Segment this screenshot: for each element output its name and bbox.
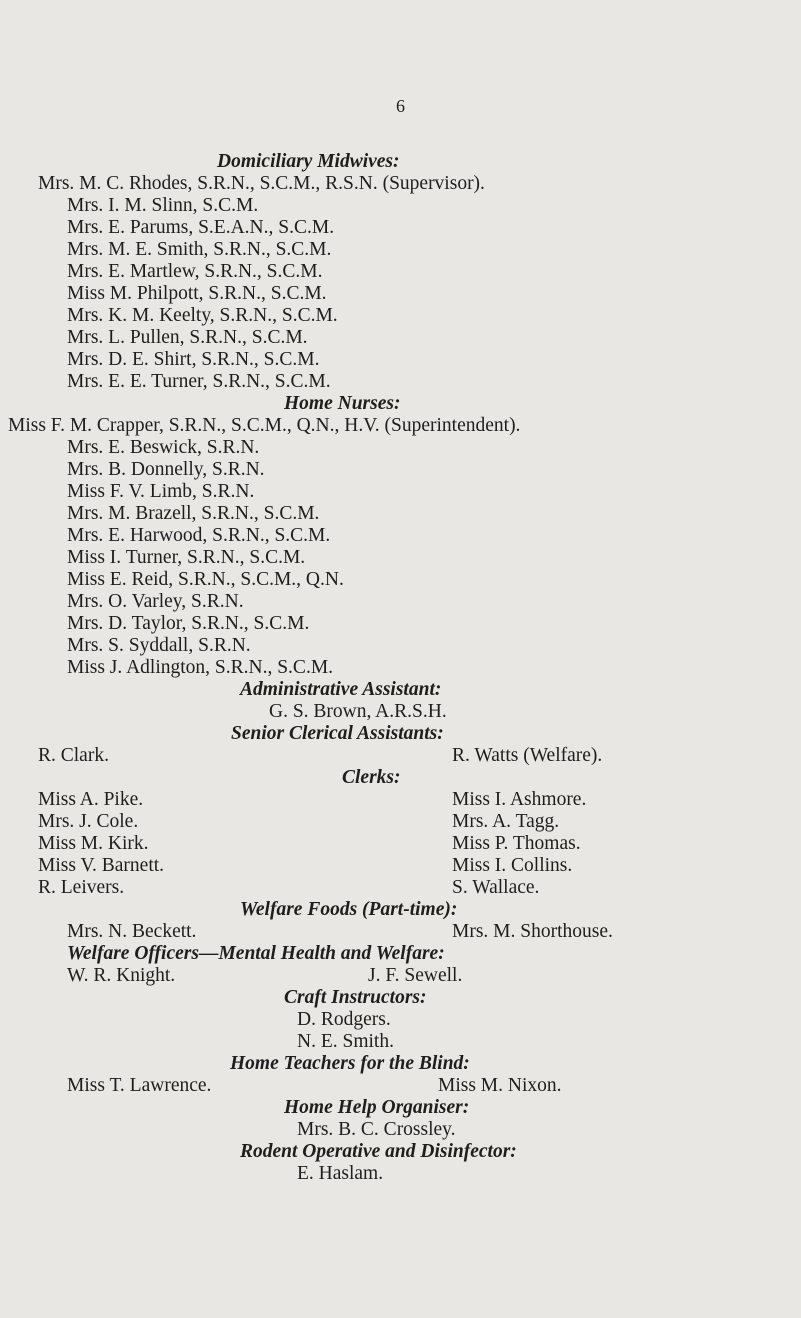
staff-line: S. Wallace. bbox=[452, 877, 540, 898]
section-heading-senior-clerical: Senior Clerical Assistants: bbox=[231, 723, 444, 744]
section-heading-welfare-foods: Welfare Foods (Part-time): bbox=[240, 899, 458, 920]
staff-line: Mrs. A. Tagg. bbox=[452, 811, 560, 832]
staff-line: Miss I. Collins. bbox=[452, 855, 573, 876]
staff-line: Mrs. L. Pullen, S.R.N., S.C.M. bbox=[67, 327, 308, 348]
staff-line: Mrs. I. M. Slinn, S.C.M. bbox=[67, 195, 259, 216]
staff-line: Miss M. Philpott, S.R.N., S.C.M. bbox=[67, 283, 327, 304]
staff-line: Miss F. M. Crapper, S.R.N., S.C.M., Q.N., H.V. (Superintendent). bbox=[8, 415, 521, 436]
page-number: 6 bbox=[396, 96, 405, 116]
section-heading-domiciliary: Domiciliary Midwives: bbox=[217, 151, 400, 172]
staff-line: W. R. Knight. bbox=[67, 965, 176, 986]
staff-line: Mrs. E. Harwood, S.R.N., S.C.M. bbox=[67, 525, 331, 546]
staff-line: Mrs. M. Brazell, S.R.N., S.C.M. bbox=[67, 503, 320, 524]
staff-line: Mrs. E. Parums, S.E.A.N., S.C.M. bbox=[67, 217, 335, 238]
staff-line: Miss E. Reid, S.R.N., S.C.M., Q.N. bbox=[67, 569, 344, 590]
section-heading-home-nurses: Home Nurses: bbox=[284, 393, 401, 414]
staff-line: Mrs. D. Taylor, S.R.N., S.C.M. bbox=[67, 613, 310, 634]
section-heading-home-help: Home Help Organiser: bbox=[284, 1097, 470, 1118]
section-heading-clerks: Clerks: bbox=[342, 767, 401, 788]
staff-line: R. Leivers. bbox=[38, 877, 125, 898]
section-heading-welfare-officers: Welfare Officers—Mental Health and Welfare: bbox=[67, 943, 445, 964]
staff-line: E. Haslam. bbox=[297, 1163, 384, 1184]
staff-line: Mrs. D. E. Shirt, S.R.N., S.C.M. bbox=[67, 349, 320, 370]
staff-line: Mrs. O. Varley, S.R.N. bbox=[67, 591, 244, 612]
staff-line: Mrs. J. Cole. bbox=[38, 811, 139, 832]
staff-line: R. Clark. bbox=[38, 745, 109, 766]
section-heading-craft: Craft Instructors: bbox=[284, 987, 427, 1008]
staff-line: Mrs. E. Martlew, S.R.N., S.C.M. bbox=[67, 261, 323, 282]
staff-line: Mrs. K. M. Keelty, S.R.N., S.C.M. bbox=[67, 305, 338, 326]
staff-line: Miss F. V. Limb, S.R.N. bbox=[67, 481, 255, 502]
section-heading-blind: Home Teachers for the Blind: bbox=[230, 1053, 470, 1074]
staff-line: Miss I. Ashmore. bbox=[452, 789, 587, 810]
staff-line: Miss V. Barnett. bbox=[38, 855, 165, 876]
staff-line: G. S. Brown, A.R.S.H. bbox=[269, 701, 447, 722]
staff-line: Mrs. E. E. Turner, S.R.N., S.C.M. bbox=[67, 371, 331, 392]
staff-line: Mrs. S. Syddall, S.R.N. bbox=[67, 635, 251, 656]
staff-line: J. F. Sewell. bbox=[368, 965, 463, 986]
section-heading-admin: Administrative Assistant: bbox=[240, 679, 442, 700]
staff-line: D. Rodgers. bbox=[297, 1009, 391, 1030]
staff-line: Mrs. B. C. Crossley. bbox=[297, 1119, 456, 1140]
staff-line: Miss T. Lawrence. bbox=[67, 1075, 212, 1096]
staff-line: Miss J. Adlington, S.R.N., S.C.M. bbox=[67, 657, 334, 678]
staff-line: Mrs. N. Beckett. bbox=[67, 921, 197, 942]
staff-line: N. E. Smith. bbox=[297, 1031, 394, 1052]
staff-line: Miss A. Pike. bbox=[38, 789, 144, 810]
staff-line: Mrs. E. Beswick, S.R.N. bbox=[67, 437, 260, 458]
staff-line: Miss P. Thomas. bbox=[452, 833, 581, 854]
staff-line: Mrs. B. Donnelly, S.R.N. bbox=[67, 459, 265, 480]
staff-line: R. Watts (Welfare). bbox=[452, 745, 603, 766]
section-heading-rodent: Rodent Operative and Disinfector: bbox=[240, 1141, 517, 1162]
staff-line: Miss M. Kirk. bbox=[38, 833, 149, 854]
staff-line: Mrs. M. E. Smith, S.R.N., S.C.M. bbox=[67, 239, 332, 260]
staff-line: Mrs. M. C. Rhodes, S.R.N., S.C.M., R.S.N. (Supervisor). bbox=[38, 173, 485, 194]
staff-line: Miss I. Turner, S.R.N., S.C.M. bbox=[67, 547, 306, 568]
staff-line: Mrs. M. Shorthouse. bbox=[452, 921, 613, 942]
staff-line: Miss M. Nixon. bbox=[438, 1075, 562, 1096]
